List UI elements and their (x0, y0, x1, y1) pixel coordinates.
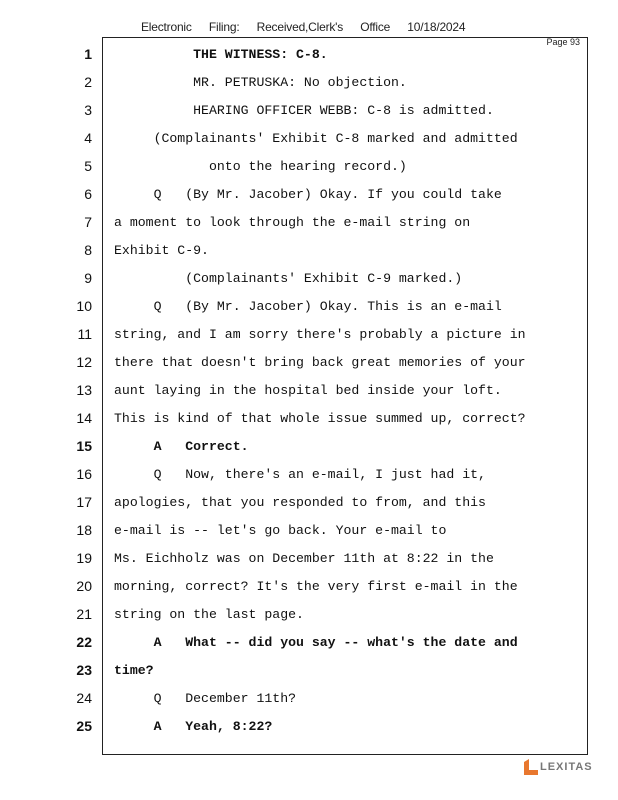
line-number: 8 (84, 242, 92, 258)
line-number: 6 (84, 186, 92, 202)
filing-stamp-part: Filing: (208, 20, 240, 34)
line-number: 15 (76, 438, 92, 454)
filing-stamp-part: 10/18/2024 (407, 20, 466, 34)
transcript-line: Q December 11th? (114, 691, 297, 706)
filing-stamp-part: Office (360, 20, 391, 34)
line-number: 18 (76, 522, 92, 538)
transcript-line: e-mail is -- let's go back. Your e-mail to (114, 523, 447, 538)
lexitas-logo (524, 758, 593, 776)
lexitas-logo-icon (524, 759, 538, 775)
transcript-line: morning, correct? It's the very first e-mail in the (114, 579, 518, 594)
transcript-line: A What -- did you say -- what's the date and (114, 635, 518, 650)
line-number: 11 (77, 326, 92, 342)
filing-stamp-part: Received,Clerk's (256, 20, 344, 34)
line-number: 5 (84, 158, 92, 174)
line-number: 13 (76, 382, 92, 398)
line-number: 20 (76, 578, 92, 594)
line-number: 23 (76, 662, 92, 678)
line-number: 16 (76, 466, 92, 482)
transcript-line: Q (By Mr. Jacober) Okay. This is an e-mail (114, 299, 502, 314)
transcript-line: Exhibit C-9. (114, 243, 209, 258)
transcript-line: string, and I am sorry there's probably a picture in (114, 327, 526, 342)
transcript-line: there that doesn't bring back great memories of your (114, 355, 526, 370)
transcript-line: Q (By Mr. Jacober) Okay. If you could take (114, 187, 502, 202)
transcript-line: A Correct. (114, 439, 249, 454)
line-number: 2 (84, 74, 92, 90)
page-number: Page 93 (546, 37, 580, 47)
line-number: 17 (76, 494, 92, 510)
transcript-line: apologies, that you responded to from, and this (114, 495, 486, 510)
line-number: 14 (76, 410, 92, 426)
transcript-line: THE WITNESS: C-8. (114, 47, 328, 62)
line-number: 1 (84, 46, 92, 62)
line-number: 10 (76, 298, 92, 314)
transcript-line: string on the last page. (114, 607, 304, 622)
transcript-line: a moment to look through the e-mail string on (114, 215, 471, 230)
transcript-line: Q Now, there's an e-mail, I just had it, (114, 467, 486, 482)
line-number: 24 (76, 690, 92, 706)
transcript-line: A Yeah, 8:22? (114, 719, 273, 734)
transcript-line: aunt laying in the hospital bed inside your loft. (114, 383, 502, 398)
line-number: 4 (84, 130, 92, 146)
transcript-line: HEARING OFFICER WEBB: C-8 is admitted. (114, 103, 494, 118)
transcript-line: (Complainants' Exhibit C-9 marked.) (114, 271, 463, 286)
transcript-line: This is kind of that whole issue summed up, correct? (114, 411, 526, 426)
line-number: 22 (76, 634, 92, 650)
line-number: 19 (76, 550, 92, 566)
transcript-line: (Complainants' Exhibit C-8 marked and admitted (114, 131, 518, 146)
line-number: 25 (76, 718, 92, 734)
transcript-line: Ms. Eichholz was on December 11th at 8:22 in the (114, 551, 494, 566)
filing-stamp-header (141, 20, 479, 34)
line-number: 9 (84, 270, 92, 286)
filing-stamp-part: Electronic (141, 20, 192, 34)
line-number: 12 (76, 354, 92, 370)
transcript-line: onto the hearing record.) (114, 159, 407, 174)
line-number: 3 (84, 102, 92, 118)
transcript-line: time? (114, 663, 154, 678)
logo-text: LEXITAS (540, 761, 593, 773)
line-number: 7 (84, 214, 92, 230)
transcript-line: MR. PETRUSKA: No objection. (114, 75, 407, 90)
line-number: 21 (76, 606, 92, 622)
